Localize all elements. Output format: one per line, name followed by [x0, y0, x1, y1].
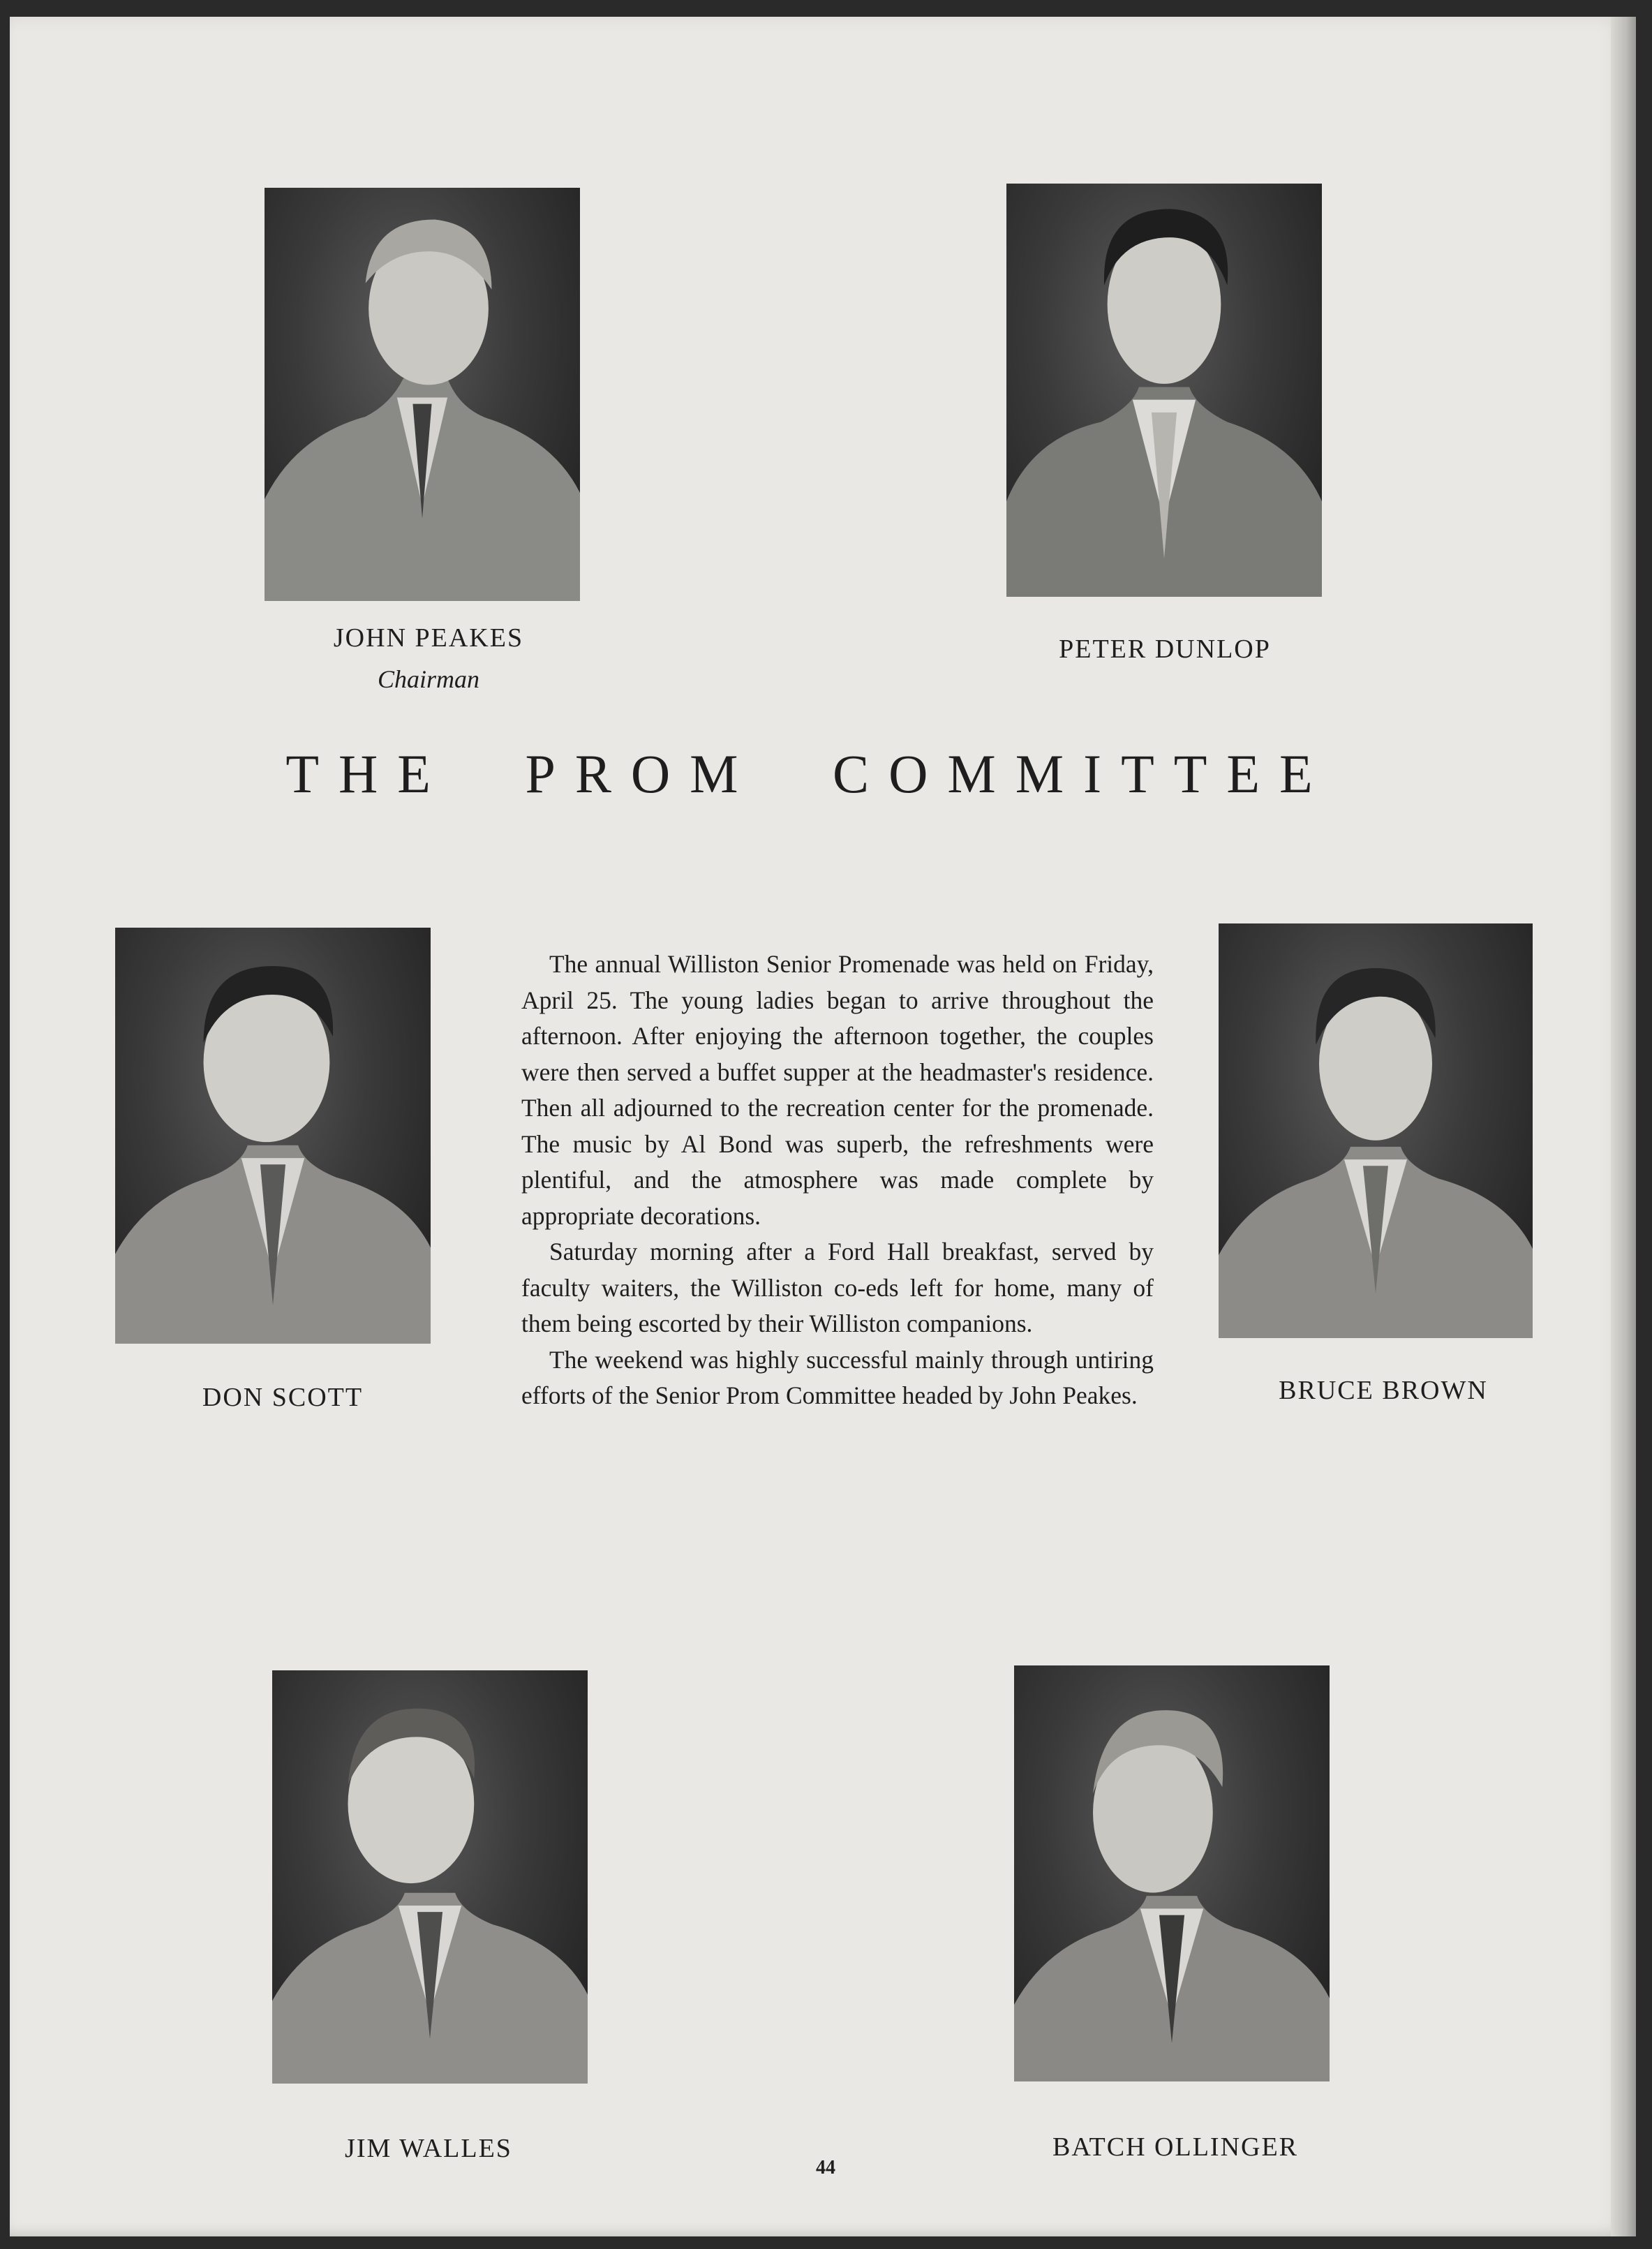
body-paragraph-2: Saturday morning after a Ford Hall breakfast, served by faculty waiters, the Williston co-eds left for home, many of them being escorted by their Williston companions.: [521, 1238, 1154, 1337]
member-name-don-scott: DON SCOTT: [202, 1383, 364, 1412]
portrait-jim-walles: [272, 1670, 588, 2084]
portrait-silhouette: [115, 928, 431, 1344]
member-name-jim-walles: JIM WALLES: [345, 2134, 512, 2163]
yearbook-page: [10, 17, 1636, 2236]
portrait-silhouette: [1219, 923, 1533, 1338]
portrait-silhouette: [1014, 1665, 1330, 2081]
page-number: 44: [816, 2157, 835, 2179]
member-name-bruce-brown: BRUCE BROWN: [1279, 1376, 1488, 1405]
member-role-chairman: Chairman: [377, 665, 480, 693]
portrait-silhouette: [1006, 184, 1322, 597]
portrait-batch-ollinger: [1014, 1665, 1330, 2081]
page-spine-shadow: [1611, 17, 1636, 2236]
portrait-don-scott: [115, 928, 431, 1344]
member-name-peter-dunlop: PETER DUNLOP: [1059, 634, 1271, 664]
body-paragraph-3: The weekend was highly successful mainly through untiring efforts of the Senior Prom Committee headed by John Peakes.: [521, 1345, 1154, 1409]
portrait-peter-dunlop: [1006, 184, 1322, 597]
member-name-batch-ollinger: BATCH OLLINGER: [1052, 2132, 1299, 2162]
member-name-john-peakes: JOHN PEAKES: [333, 623, 524, 653]
portrait-silhouette: [265, 188, 580, 601]
page-title: THE PROM COMMITTEE: [285, 743, 1332, 804]
portrait-john-peakes: [265, 188, 580, 601]
article-body: [521, 947, 1154, 1414]
portrait-silhouette: [272, 1670, 588, 2084]
portrait-bruce-brown: [1219, 923, 1533, 1338]
body-paragraph-1: The annual Williston Senior Promenade was held on Friday, April 25. The young ladies began to arrive throughout the afternoon. After enjoying the afternoon together, the couples were then served a buffet supper at the headmaster's residence. Then all adjourned to the recreation center for the promenade. The music by Al Bond was superb, the refreshments were plentiful, and the atmosphere was made complete by appropriate decorations.: [521, 950, 1154, 1230]
